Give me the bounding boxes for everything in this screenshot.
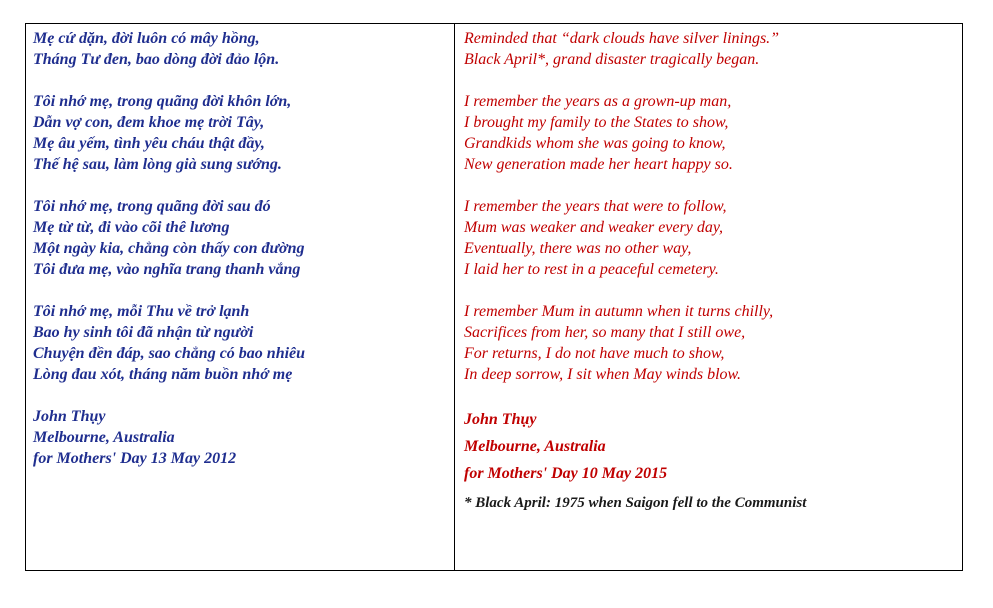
vietnamese-poem-signature [33,406,454,469]
stanza [464,91,962,175]
stanza [33,28,454,70]
dedication-date: for Mothers' Day 10 May 2015 [464,465,668,482]
stanza [33,91,454,175]
poem-line: I brought my family to the States to show, [464,114,729,131]
poem-line: I remember Mum in autumn when it turns chilly, [464,303,774,320]
stanza [33,301,454,385]
author-location: Melbourne, Australia [464,438,606,455]
poem-line: Black April*, grand disaster tragically began. [464,51,760,68]
poem-line: New generation made her heart happy so. [464,156,733,173]
dedication-date: for Mothers' Day 13 May 2012 [33,450,237,467]
poem-line: Một ngày kia, chẳng còn thấy con đường [33,240,305,257]
poem-table [25,23,963,571]
stanza [33,196,454,280]
poem-line: I remember the years as a grown-up man, [464,93,732,110]
poem-line: Reminded that “dark clouds have silver linings.” [464,30,780,47]
poem-line: Tháng Tư đen, bao dòng đời đảo lộn. [33,51,280,68]
vietnamese-poem-stanzas [33,28,454,385]
poem-line: Eventually, there was no other way, [464,240,692,257]
poem-line: Tôi đưa mẹ, vào nghĩa trang thanh vắng [33,261,301,278]
poem-line: Lòng đau xót, tháng năm buồn nhớ mẹ [33,366,293,383]
poem-line: Sacrifices from her, so many that I still owe, [464,324,746,341]
poem-line: Grandkids whom she was going to know, [464,135,726,152]
author-name: John Thụy [33,408,106,425]
poem-line: Mum was weaker and weaker every day, [464,219,724,236]
poem-line: Thế hệ sau, làm lòng già sung sướng. [33,156,282,173]
poem-line: Tôi nhớ mẹ, mỗi Thu về trở lạnh [33,303,250,320]
poem-line: In deep sorrow, I sit when May winds blow. [464,366,742,383]
poem-line: Mẹ cứ dặn, đời luôn có mây hồng, [33,30,260,47]
poem-line: Mẹ từ từ, đi vào cõi thê lương [33,219,230,236]
stanza [464,28,962,70]
poem-line: Tôi nhớ mẹ, trong quãng đời sau đó [33,198,271,215]
poem-line: Chuyện đền đáp, sao chẳng có bao nhiêu [33,345,306,362]
poem-line: I remember the years that were to follow, [464,198,727,215]
english-poem-cell [455,24,962,570]
english-poem-signature [464,406,962,487]
poem-line: Tôi nhớ mẹ, trong quãng đời khôn lớn, [33,93,292,110]
poem-line: Bao hy sinh tôi đã nhận từ người [33,324,254,341]
footnote: * Black April: 1975 when Saigon fell to the Communist [464,495,807,511]
poem-line: Dẫn vợ con, đem khoe mẹ trời Tây, [33,114,265,131]
poem-line: For returns, I do not have much to show, [464,345,725,362]
english-poem-stanzas [464,28,962,385]
vietnamese-poem-cell [26,24,455,570]
author-name: John Thụy [464,411,537,428]
poem-line: Mẹ âu yếm, tình yêu cháu thật đầy, [33,135,265,152]
poem-line: I laid her to rest in a peaceful cemetery. [464,261,719,278]
stanza [464,196,962,280]
author-location: Melbourne, Australia [33,429,175,446]
stanza [464,301,962,385]
